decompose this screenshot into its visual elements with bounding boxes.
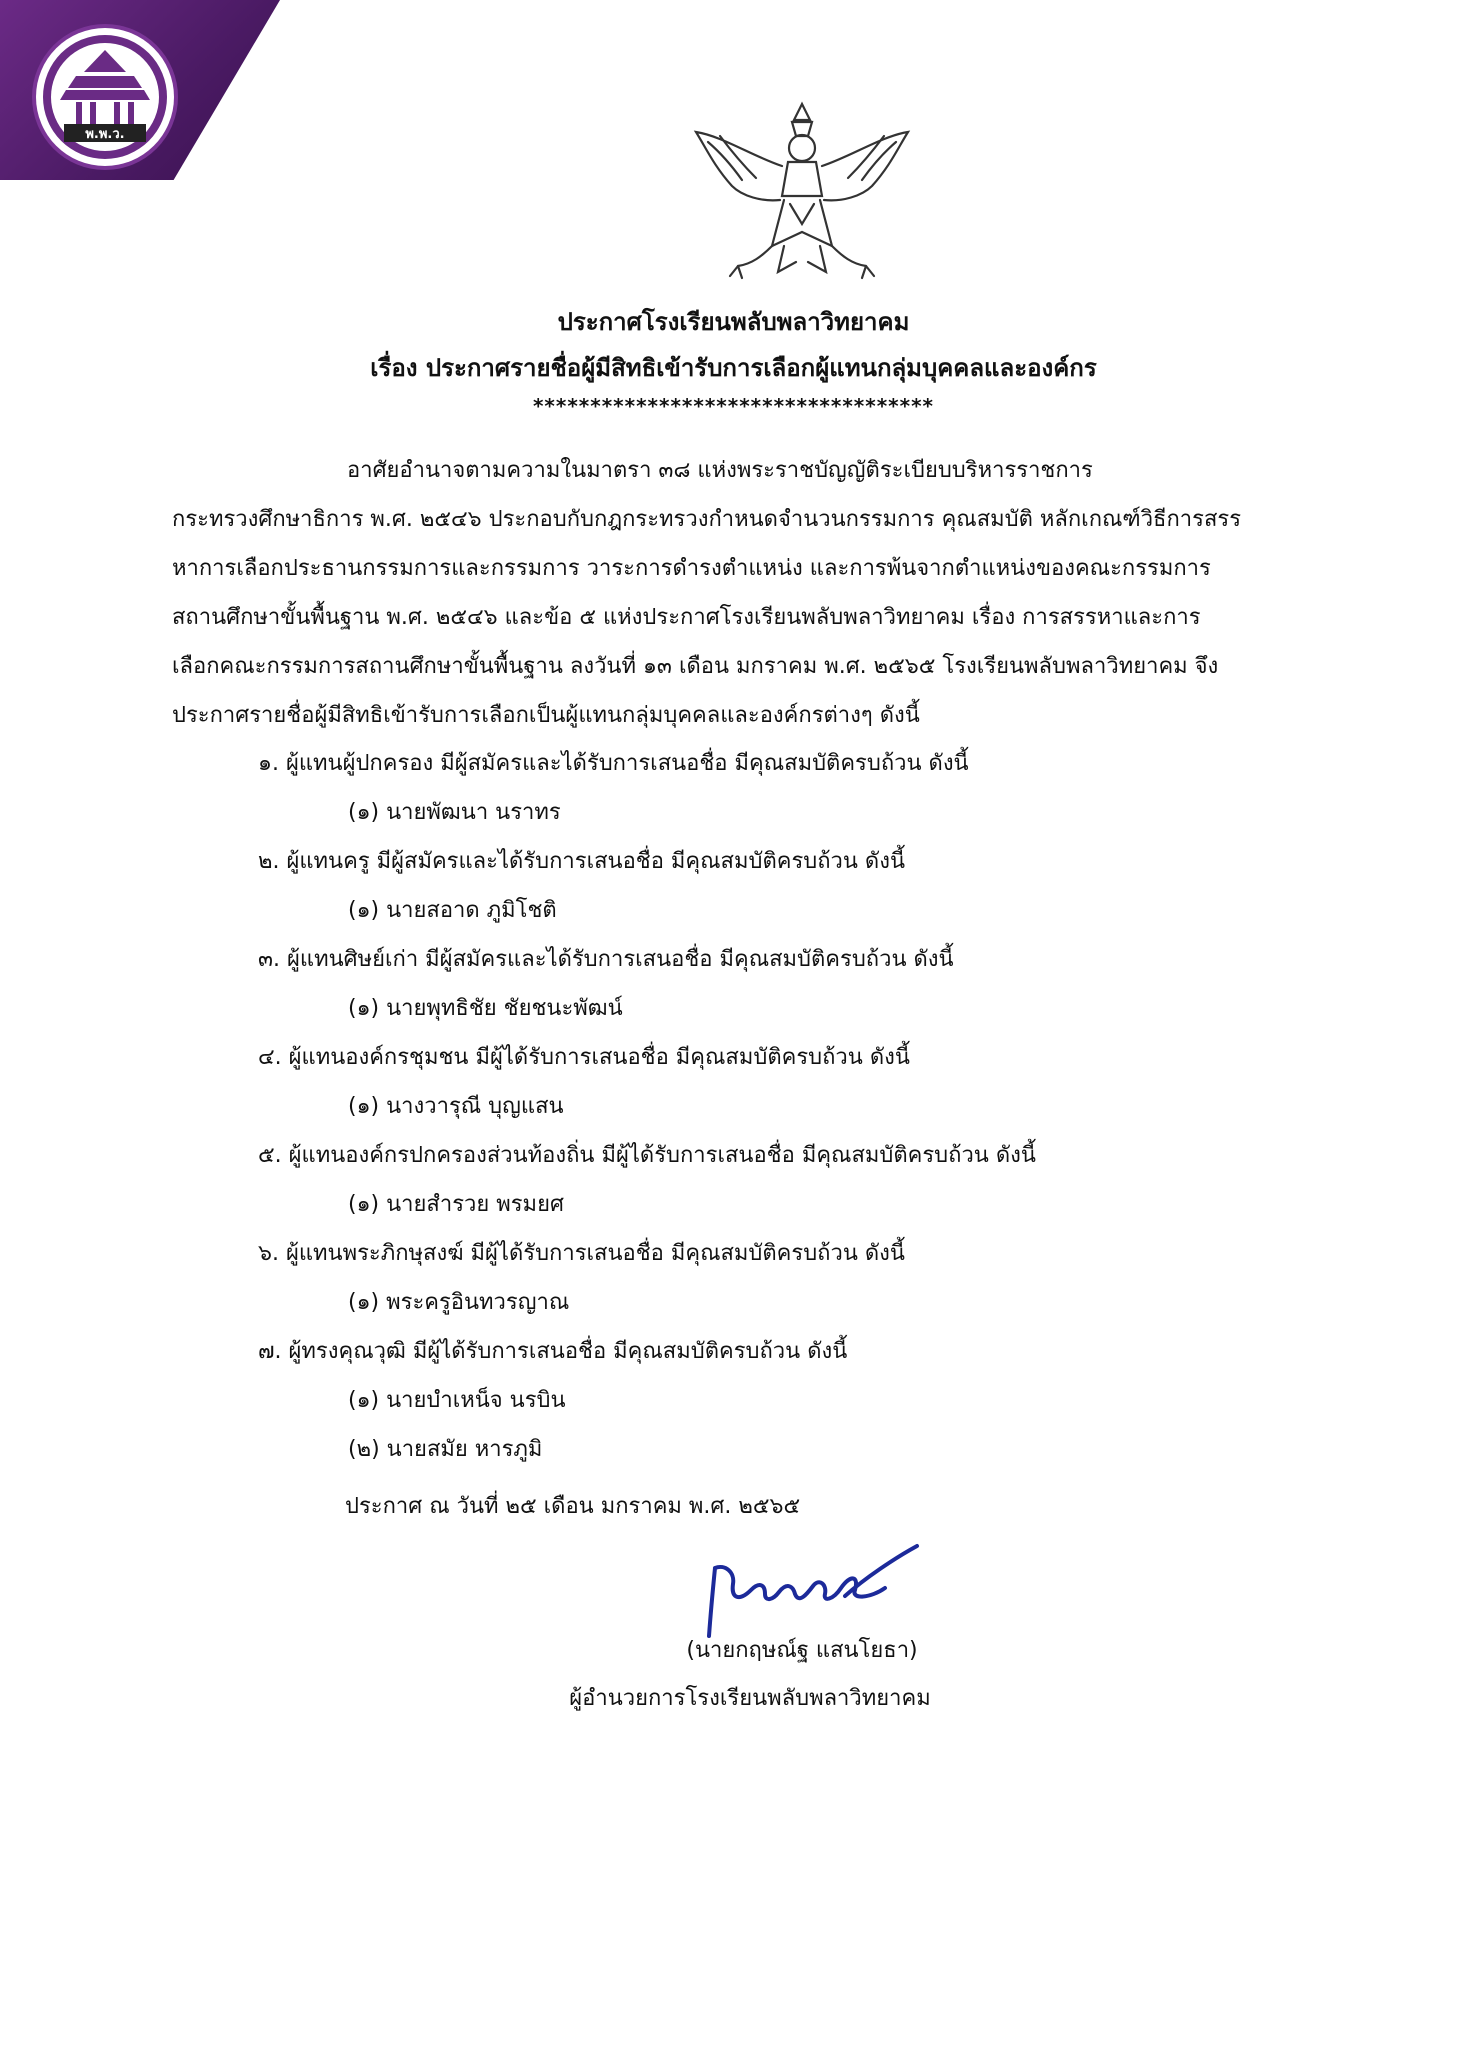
list-item-heading: ๓. ผู้แทนศิษย์เก่า มีผู้สมัครและได้รับการเสนอชื่อ มีคุณสมบัติครบถ้วน ดังนี้ — [258, 947, 954, 972]
list-item-heading: ๔. ผู้แทนองค์กรชุมชน มีผู้ได้รับการเสนอชื่อ มีคุณสมบัติครบถ้วน ดังนี้ — [258, 1045, 910, 1070]
separator-line: *********************************** — [532, 394, 935, 418]
list-item-heading: ๕. ผู้แทนองค์กรปกครองส่วนท้องถิ่น มีผู้ได้รับการเสนอชื่อ มีคุณสมบัติครบถ้วน ดังนี้ — [258, 1143, 1036, 1168]
school-logo-icon — [36, 28, 174, 166]
candidate-name: (๑) นายสำรวย พรมยศ — [348, 1192, 564, 1217]
paragraph-line: สถานศึกษาขั้นพื้นฐาน พ.ศ. ๒๕๔๖ และข้อ ๕ แห่งประกาศโรงเรียนพลับพลาวิทยาคม เรื่อง การสรรหาและการ — [172, 605, 1201, 630]
announcement-subject: เรื่อง ประกาศรายชื่อผู้มีสิทธิเข้ารับการเลือกผู้แทนกลุ่มบุคคลและองค์กร — [370, 354, 1097, 382]
garuda-emblem-icon — [672, 96, 932, 286]
paragraph-line: เลือกคณะกรรมการสถานศึกษาขั้นพื้นฐาน ลงวันที่ ๑๓ เดือน มกราคม พ.ศ. ๒๕๖๕ โรงเรียนพลับพลาวิทยาคม จึง — [172, 654, 1219, 679]
paragraph-line: อาศัยอำนาจตามความในมาตรา ๓๘ แห่งพระราชบัญญัติระเบียบบริหารราชการ — [347, 458, 1093, 483]
paragraph-line: หาการเลือกประธานกรรมการและกรรมการ วาระการดำรงตำแหน่ง และการพ้นจากตำแหน่งของคณะกรรมการ — [172, 556, 1211, 581]
announcement-date: ประกาศ ณ วันที่ ๒๕ เดือน มกราคม พ.ศ. ๒๕๖๕ — [345, 1494, 801, 1519]
candidate-name: (๑) นายสอาด ภูมิโชติ — [348, 898, 557, 923]
logo-text: พ.พ.ว. — [85, 127, 125, 142]
candidate-name: (๑) นายพัฒนา นราทร — [348, 800, 561, 825]
body-paragraph — [172, 446, 1367, 740]
paragraph-line: ประกาศรายชื่อผู้มีสิทธิเข้ารับการเลือกเป็นผู้แทนกลุ่มบุคคลและองค์กรต่างๆ ดังนี้ — [172, 703, 920, 728]
candidate-name: (๑) นายบำเหน็จ นรบิน — [348, 1388, 566, 1413]
signer-position: ผู้อำนวยการโรงเรียนพลับพลาวิทยาคม — [569, 1686, 931, 1711]
list-item-heading: ๒. ผู้แทนครู มีผู้สมัครและได้รับการเสนอชื่อ มีคุณสมบัติครบถ้วน ดังนี้ — [258, 849, 906, 874]
list-item-heading: ๗. ผู้ทรงคุณวุฒิ มีผู้ได้รับการเสนอชื่อ มีคุณสมบัติครบถ้วน ดังนี้ — [258, 1339, 848, 1364]
representative-list — [258, 739, 1368, 1474]
candidate-name: (๑) นายพุทธิชัย ชัยชนะพัฒน์ — [348, 996, 623, 1021]
list-item-heading: ๖. ผู้แทนพระภิกษุสงฆ์ มีผู้ได้รับการเสนอชื่อ มีคุณสมบัติครบถ้วน ดังนี้ — [258, 1241, 905, 1266]
list-item-heading: ๑. ผู้แทนผู้ปกครอง มีผู้สมัครและได้รับการเสนอชื่อ มีคุณสมบัติครบถ้วน ดังนี้ — [258, 751, 969, 776]
announcement-title: ประกาศโรงเรียนพลับพลาวิทยาคม — [557, 308, 910, 336]
paragraph-line: กระทรวงศึกษาธิการ พ.ศ. ๒๕๔๖ ประกอบกับกฎกระทรวงกำหนดจำนวนกรรมการ คุณสมบัติ หลักเกณฑ์วิธีการสรร — [172, 507, 1242, 532]
signer-name: (นายกฤษณ์ฐ แสนโยธา) — [686, 1638, 918, 1663]
candidate-name: (๑) พระครูอินทวรญาณ — [348, 1290, 570, 1315]
candidate-name: (๒) นายสมัย หารภูมิ — [348, 1437, 543, 1462]
candidate-name: (๑) นางวารุณี บุญแสน — [348, 1094, 564, 1119]
